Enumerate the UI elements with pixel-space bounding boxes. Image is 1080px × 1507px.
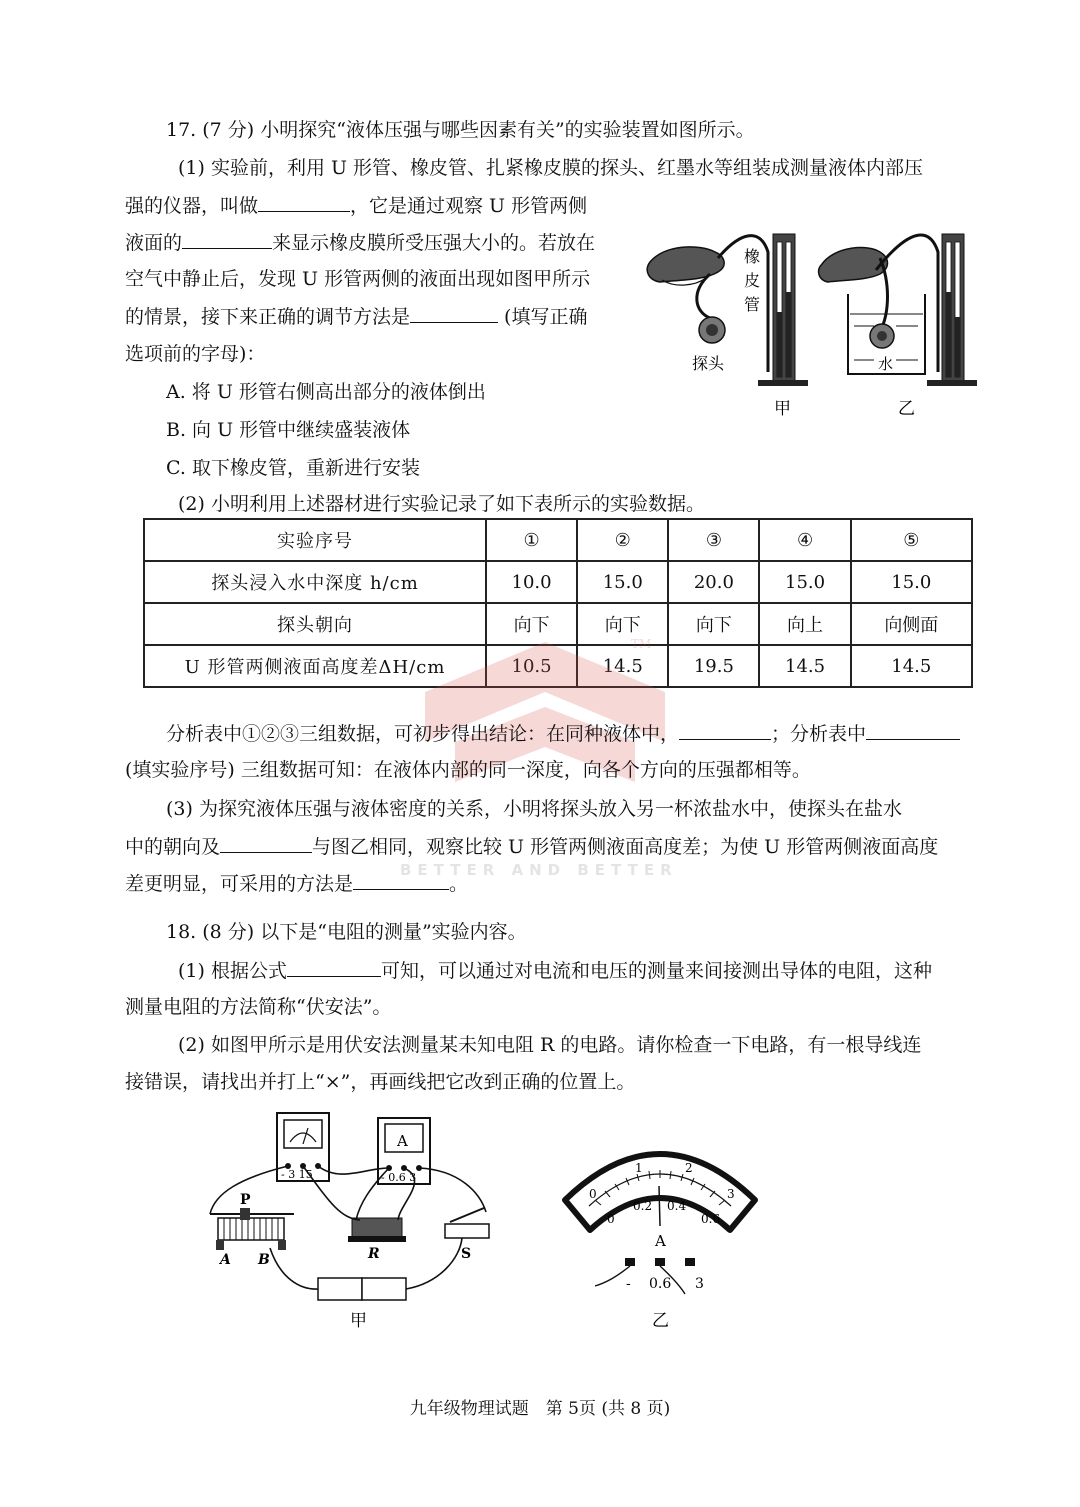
table-cell: 14.5 [851,645,972,687]
dial-top-0: 0 [589,1187,597,1201]
answer-blank-method[interactable] [353,871,449,890]
dial-terminal-minus: - [626,1276,631,1292]
label-rubber-tube-1: 橡 [744,247,761,266]
dial-bottom-0-6: 0.6 [701,1212,721,1226]
option-b: B. 向 U 形管中继续盛装液体 [166,419,411,441]
label-terminal-a: A [220,1252,231,1268]
q18-title: 18. (8 分) 以下是“电阻的测量”实验内容。 [166,921,527,943]
dial-top-1: 1 [635,1161,643,1175]
ammeter-symbol: A [397,1132,408,1150]
circuit-figure [200,1108,520,1338]
table-header-height-diff: U 形管两侧液面高度差ΔH/cm [144,645,486,687]
answer-blank-formula[interactable] [287,958,381,977]
label-switch-s: S [461,1246,472,1262]
dial-terminals [595,1258,695,1294]
table-cell: 15.0 [759,561,850,603]
ammeter-dial-figure [555,1128,775,1333]
label-probe: 探头 [692,354,725,373]
table-row-depth [144,561,972,603]
table-row-height-diff [144,645,972,687]
table-cell: 19.5 [668,645,759,687]
q17-analysis-line2: (填实验序号) 三组数据可知：在液体内部的同一深度，向各个方向的压强都相等。 [125,759,811,781]
q18-p2-line2: 接错误，请找出并打上“×”，再画线把它改到正确的位置上。 [125,1071,636,1093]
q17-p3-line3: 差更明显，可采用的方法是 。 [125,873,469,895]
answer-blank-adjust[interactable] [410,304,498,323]
label-water: 水 [878,355,894,373]
answer-blank-instrument[interactable] [258,193,350,212]
table-cell: 向侧面 [851,603,972,645]
dial-top-2: 2 [685,1161,693,1175]
table-cell: 向下 [668,603,759,645]
q17-p1-line1: (1) 实验前，利用 U 形管、橡皮管、扎紧橡皮膜的探头、红墨水等组装成测量液体内部压 [178,157,924,179]
label-rubber-tube-2: 皮 [744,271,761,290]
table-cell: 10.5 [486,645,577,687]
table-header-sequence: 实验序号 [144,519,486,561]
answer-blank-conclusion[interactable] [679,721,771,740]
rheostat [210,1192,294,1268]
answer-blank-liquid-level[interactable] [182,230,272,249]
table-cell: 15.0 [851,561,972,603]
label-circuit-jia: 甲 [350,1311,367,1331]
q17-p2-intro: (2) 小明利用上述器材进行实验记录了如下表所示的实验数据。 [178,493,705,515]
label-rubber-tube-3: 管 [744,295,761,314]
table-cell: 10.0 [486,561,577,603]
dial-symbol-a: A [655,1232,666,1250]
q18-p1-line2: 测量电阻的方法简称“伏安法”。 [125,996,392,1018]
resistor-r [348,1218,406,1262]
dial-terminal-0-6: 0.6 [649,1276,672,1292]
table-row-sequence [144,519,972,561]
experiment-data-table [143,518,973,688]
table-cell: ③ [668,519,759,561]
u-tube-figure [640,222,1020,422]
label-figure-jia: 甲 [774,399,791,419]
table-row-direction [144,603,972,645]
q18-p2-line1: (2) 如图甲所示是用伏安法测量某未知电阻 R 的电路。请你检查一下电路，有一根导线连 [178,1034,922,1056]
table-cell: ② [577,519,668,561]
label-slider-p: P [240,1192,251,1208]
dial-top-3: 3 [727,1187,735,1201]
table-cell: 15.0 [577,561,668,603]
voltmeter [277,1113,329,1181]
page-footer: 九年级物理试题 第 5页 (共 8 页) [409,1399,671,1419]
q17-analysis-line1: 分析表中①②③三组数据，可初步得出结论：在同种液体中， ；分析表中 [166,721,960,746]
label-resistor-r: R [368,1246,380,1262]
option-a: A. 将 U 形管右侧高出部分的液体倒出 [166,381,486,403]
ammeter [378,1118,430,1184]
dial-bottom-0: 0 [607,1212,615,1226]
table-header-depth: 探头浸入水中深度 h/cm [144,561,486,603]
table-cell: ④ [759,519,850,561]
label-dial-yi: 乙 [652,1311,669,1331]
figure-yi [819,234,977,419]
q17-p3-line1: (3) 为探究液体压强与液体密度的关系，小明将探头放入另一杯浓盐水中，使探头在盐水 [166,798,902,820]
q17-title: 17. (7 分) 小明探究“液体压强与哪些因素有关”的实验装置如图所示。 [166,119,755,141]
option-c: C. 取下橡皮管，重新进行安装 [166,457,420,479]
dial-bottom-0-2: 0.2 [633,1199,653,1213]
ammeter-terminal-labels: - 0.6 3 [381,1171,417,1184]
table-cell: 向下 [577,603,668,645]
dial-bottom-0-4: 0.4 [667,1199,687,1213]
table-header-direction: 探头朝向 [144,603,486,645]
watermark-tm: TM [631,637,652,651]
q17-p1-line3: 液面的 来显示橡皮膜所受压强大小的。若放在 [125,232,596,254]
figure-jia [647,234,808,419]
table-cell: 20.0 [668,561,759,603]
watermark-slogan: BETTER AND BETTER [400,861,678,879]
answer-blank-sequence[interactable] [866,721,960,740]
battery [318,1278,406,1300]
table-cell: ⑤ [851,519,972,561]
label-terminal-b: B [258,1252,270,1268]
q17-p1-line5: 的情景，接下来正确的调节方法是 (填写正确 [125,306,588,328]
q18-p1-line1: (1) 根据公式 可知，可以通过对电流和电压的测量来间接测出导体的电阻，这种 [178,960,932,982]
table-cell: 向上 [759,603,850,645]
q17-p1-line4: 空气中静止后，发现 U 形管两侧的液面出现如图甲所示 [125,268,591,290]
q17-p1-line2: 强的仪器，叫做 ，它是通过观察 U 形管两侧 [125,195,588,217]
table-cell: 14.5 [759,645,850,687]
voltmeter-terminal-labels: - 3 15 [281,1168,313,1181]
label-figure-yi: 乙 [898,399,915,419]
switch-s [445,1208,489,1262]
q17-p1-line6: 选项前的字母)： [125,343,266,365]
table-cell: 向下 [486,603,577,645]
q17-p3-line2: 中的朝向及 与图乙相同，观察比较 U 形管两侧液面高度差；为使 U 形管两侧液面高度 [125,836,939,858]
table-cell: 14.5 [577,645,668,687]
answer-blank-depth[interactable] [220,834,312,853]
dial-terminal-3: 3 [695,1276,704,1292]
table-cell: ① [486,519,577,561]
